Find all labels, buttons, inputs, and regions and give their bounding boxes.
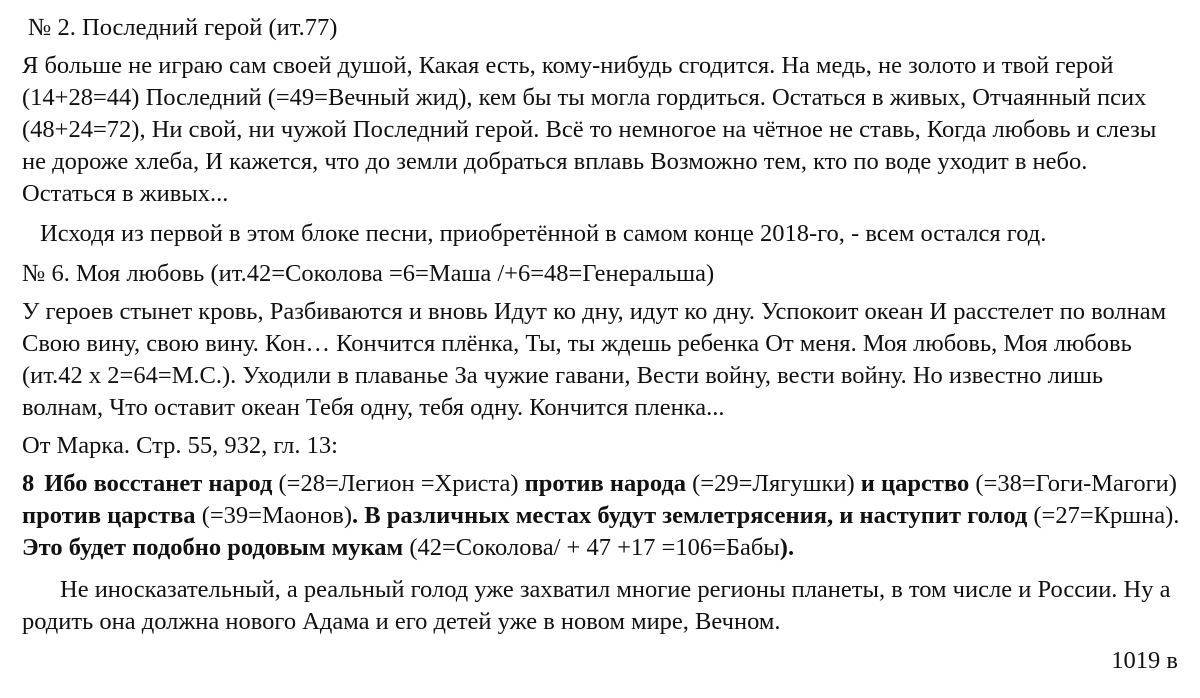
lyrics-last-hero: Я больше не играю сам своей душой, Какая есть, кому-нибудь сгодится. На медь, не золото и твой герой (14+28=44) Последний (=49=Вечный жид), кем бы ты могла гордиться. Остаться в живых, Отчаянный псих (48+24=72), Ни свой, ни чужой Последний герой. Всё то немногое на чётное не ставь, Когда любовь и слезы не дороже хлеба, И кажется, что до земли добраться вплавь Возможно тем, кто по воде уходит в небо. Остаться в живых...: [22, 52, 1157, 207]
verse-segment: (=28=Легион =Христа): [272, 470, 525, 497]
verse-segment: против царства: [22, 502, 196, 529]
gospel-reference: От Марка. Стр. 55, 932, гл. 13:: [22, 432, 338, 459]
page-number: 1019 в: [1111, 647, 1178, 674]
verse-segment: Это будет подобно родовым мукам: [22, 534, 404, 561]
song-title-last-hero: № 2. Последний герой (ит.77): [28, 14, 338, 41]
verse-segment: ).: [779, 534, 795, 561]
closing-paragraph: Не иносказательный, а реальный голод уже захватил многие регионы планеты, в том числе и России. Ну а родить она должна нового Адама и его детей уже в новом мире, Вечном.: [22, 576, 1171, 635]
verse-segment: (42=Соколова/ + 47 +17 =106=Бабы: [403, 534, 780, 561]
verse-segment: и царство: [860, 470, 970, 497]
song-title-my-love: № 6. Моя любовь (ит.42=Соколова =6=Маша /+6=48=Генеральша): [22, 260, 715, 287]
verse-segment: (=27=Кршна).: [1027, 502, 1180, 529]
document-page: [22, 12, 1182, 644]
verse-segment: Ибо восстанет народ: [44, 470, 273, 497]
verse-segment: (=29=Лягушки): [686, 470, 861, 497]
lyrics-my-love: У героев стынет кровь, Разбиваются и вновь Идут ко дну, идут ко дну. Успокоит океан И расстелет по волнам Свою вину, свою вину. Кон… Кончится плёнка, Ты, ты ждешь ребенка От меня. Моя любовь, Моя любовь (ит.42 x 2=64=М.С.). Уходили в плаванье За чужие гавани, Вести войну, вести войну. Но известно лишь волнам, Что оставит океан Тебя одну, тебя одну. Кончится пленка...: [22, 298, 1167, 421]
verse-number: 8: [22, 470, 35, 497]
gospel-verse: [22, 468, 1182, 564]
verse-segment: . В различных местах будут землетрясения, и наступит голод: [351, 502, 1028, 529]
verse-segment: против народа: [524, 470, 687, 497]
commentary-paragraph: Исходя из первой в этом блоке песни, приобретённой в самом конце 2018-го, - всем остался год.: [40, 220, 1047, 247]
verse-segment: (=38=Гоги-Магоги): [969, 470, 1177, 497]
verse-segment: (=39=Маонов): [195, 502, 352, 529]
